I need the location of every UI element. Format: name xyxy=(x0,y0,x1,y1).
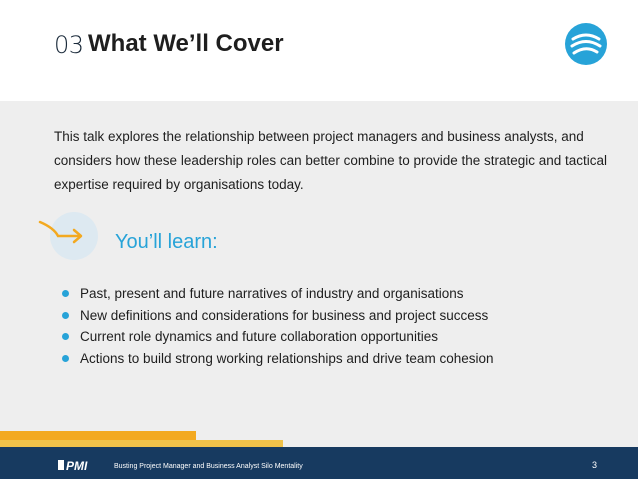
wave-logo-icon xyxy=(564,22,608,66)
bullet-dot-icon xyxy=(62,333,69,340)
bullet-dot-icon xyxy=(62,312,69,319)
list-item xyxy=(62,329,493,351)
page-number: 3 xyxy=(592,460,598,470)
slide-header xyxy=(0,0,638,101)
accent-stripe-yellow xyxy=(0,440,283,447)
list-item xyxy=(62,286,493,308)
list-item-text: Actions to build strong working relationships and drive team cohesion xyxy=(80,350,494,366)
accent-stripe-orange xyxy=(0,431,196,440)
list-item-text: New definitions and considerations for business and project success xyxy=(80,307,489,323)
learning-list xyxy=(62,286,493,372)
footer-caption: Busting Project Manager and Business Analyst Silo Mentality xyxy=(114,463,303,470)
section-number: 03 xyxy=(54,31,84,59)
list-item xyxy=(62,308,493,330)
list-item xyxy=(62,351,493,373)
svg-text:PMI: PMI xyxy=(66,459,88,472)
list-item-text: Past, present and future narratives of industry and organisations xyxy=(80,286,464,301)
list-item-text: Current role dynamics and future collaboration opportunities xyxy=(80,329,438,344)
arrow-icon xyxy=(36,210,106,262)
pmi-logo-icon xyxy=(58,458,102,472)
slide-title: What We’ll Cover xyxy=(88,30,284,57)
learn-heading: You’ll learn: xyxy=(115,231,218,253)
bullet-dot-icon xyxy=(62,290,69,297)
intro-paragraph: This talk explores the relationship between project managers and business analysts, and considers how these leadership roles can better combine to provide the strategic and tactical expertise required by organisations today. xyxy=(54,129,608,192)
bullet-dot-icon xyxy=(62,355,69,362)
